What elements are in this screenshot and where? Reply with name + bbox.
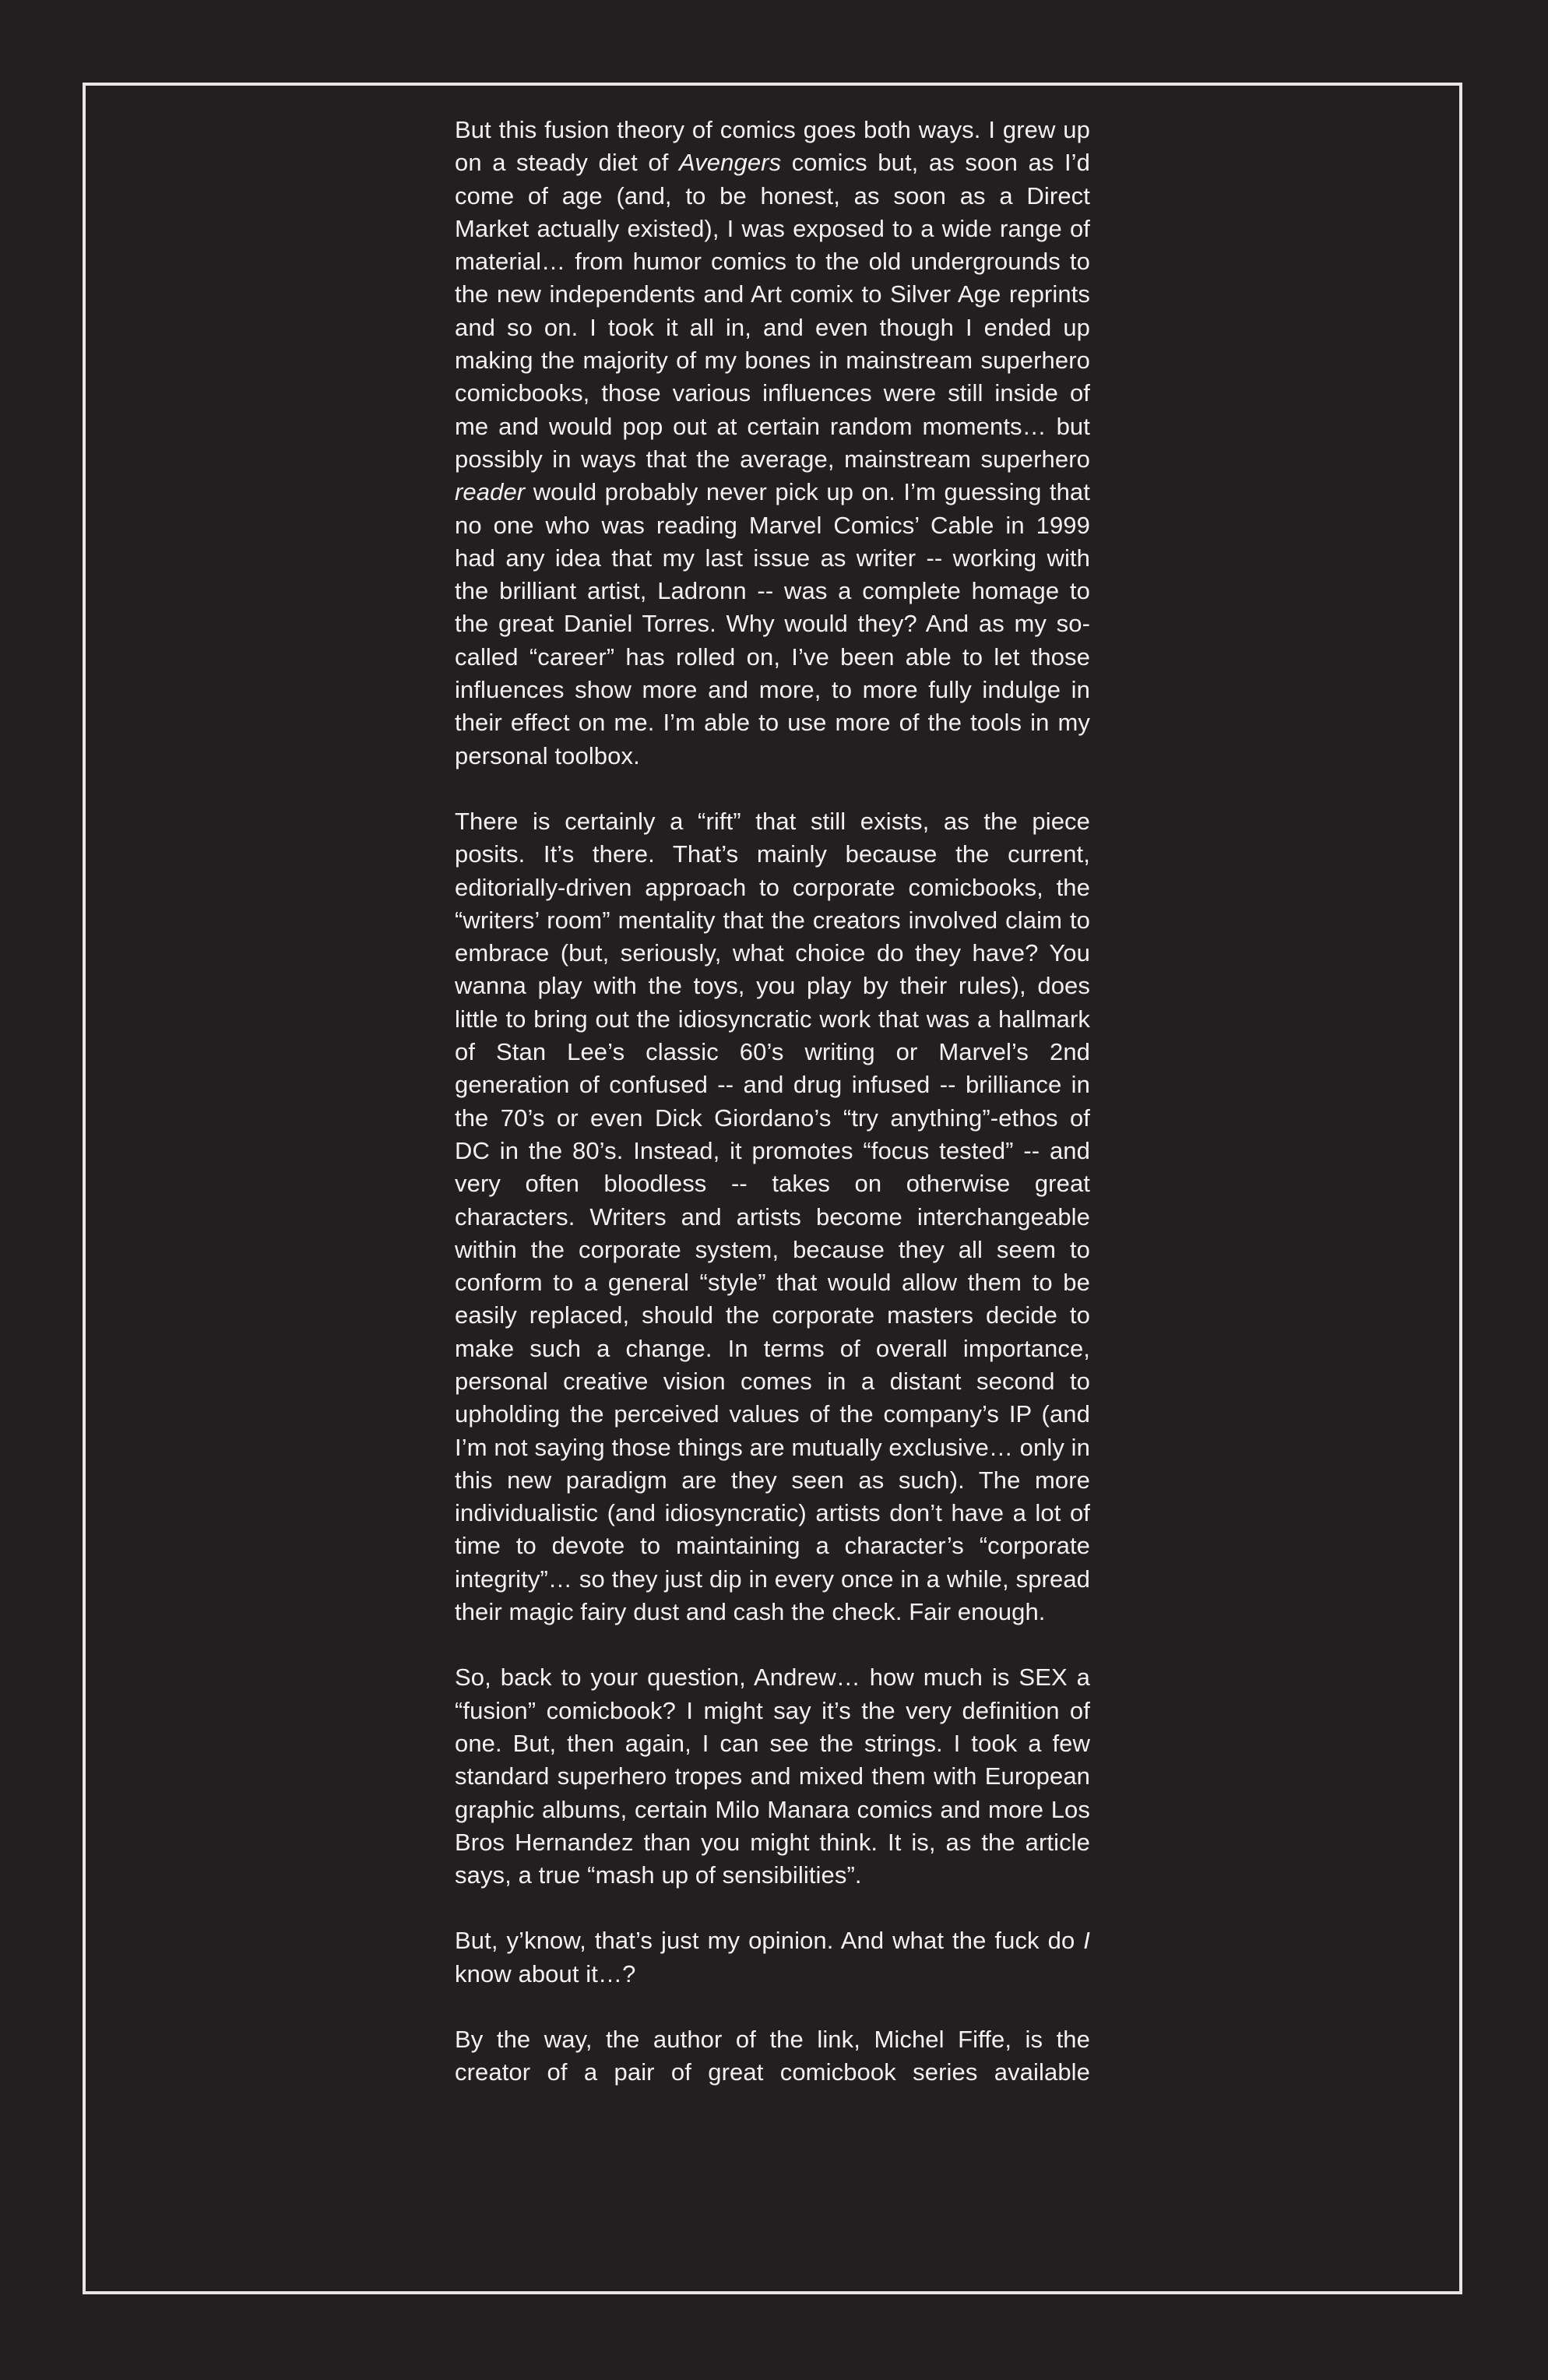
i-emphasis: I [1083, 1927, 1090, 1955]
paragraph-3: So, back to your question, Andrew… how much is SEX a “fusion” comicbook? I might say it’s the very definition of one. But, then again, I can see the strings. I took a few standard superhero tropes and mixed them with European graphic albums, certain Milo Manara comics and more Los Bros Hernandez than you might think. It is, as the article says, a true “mash up of sensibilities”. [455, 1664, 1090, 1889]
paragraph-5: By the way, the author of the link, Michel Fiffe, is the creator of a pair of great comicbook series available [455, 2026, 1090, 2086]
article-body [455, 114, 1090, 2090]
paragraph-4: But, y’know, that’s just my opinion. And what the fuck do I know about it…? [455, 1927, 1090, 1987]
paragraph-1: But this fusion theory of comics goes both ways. I grew up on a steady diet of Avengers comics but, as soon as I’d come of age (and, to be honest, as soon as a Direct Market actually existed), I was exposed to a wide range of material… from humor comics to the old undergrounds to the new independents and Art comix to Silver Age reprints and so on. I took it all in, and even though I ended up making the majority of my bones in mainstream superhero comicbooks, those various influences were still inside of me and would pop out at certain random moments… but possibly in ways that the average, mainstream superhero reader would probably never pick up on. I’m guessing that no one who was reading Marvel Comics’ Cable in 1999 had any idea that my last issue as writer -- working with the brilliant artist, Ladronn -- was a complete homage to the great Daniel Torres. Why would they? And as my so-called “career” has rolled on, I’ve been able to let those influences show more and more, to more fully indulge in their effect on me. I’m able to use more of the tools in my personal toolbox. [455, 116, 1090, 769]
paragraph-2: There is certainly a “rift” that still exists, as the piece posits. It’s there. That’s mainly because the current, editorially-driven approach to corporate comicbooks, the “writers’ room” mentality that the creators involved claim to embrace (but, seriously, what choice do they have? You wanna play with the toys, you play by their rules), does little to bring out the idiosyncratic work that was a hallmark of Stan Lee’s classic 60’s writing or Marvel’s 2nd generation of confused -- and drug infused -- brilliance in the 70’s or even Dick Giordano’s “try anything”-ethos of DC in the 80’s. Instead, it promotes “focus tested” -- and very often bloodless -- takes on otherwise great characters. Writers and artists become interchangeable within the corporate system, because they all seem to conform to a general “style” that would allow them to be easily replaced, should the corporate masters decide to make such a change. In terms of overall importance, personal creative vision comes in a distant second to upholding the perceived values of the company’s IP (and I’m not saying those things are mutually exclusive… only in this new paradigm are they seen as such). The more individualistic (and idiosyncratic) artists don’t have a lot of time to devote to maintaining a character’s “corporate integrity”… so they just dip in every once in a while, spread their magic fairy dust and cash the check. Fair enough. [455, 807, 1090, 1626]
avengers-title: Avengers [678, 149, 782, 177]
reader-emphasis: reader [455, 478, 526, 506]
